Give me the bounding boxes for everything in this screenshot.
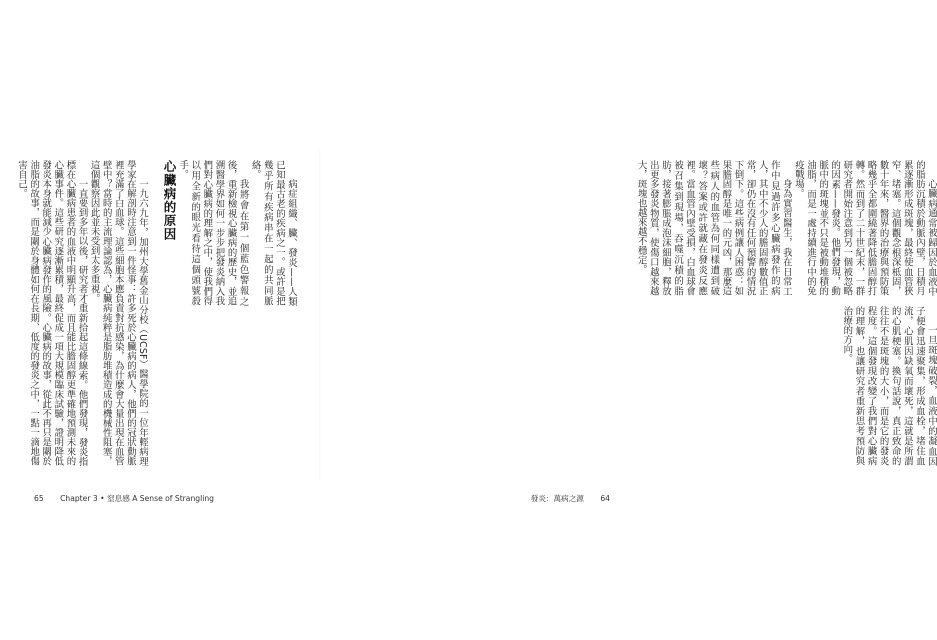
- right-upper-text: [635, 160, 937, 296]
- right-page: [320, 0, 937, 640]
- running-head: 發炎：萬病之源: [530, 494, 584, 503]
- running-head: Chapter 3 • 窒息感 A Sense of Strangling: [60, 494, 214, 503]
- paragraph: 心臟病通常被歸因於血液中的脂肪沉積於動脈內壁，日積月累逐漸形成斑塊，最終使血管狹窄、堵塞。這個觀念根深柢固，數十年來，醫界的治療與預防策略幾乎全都圍繞著降低膽固醇打轉。然而到了二十世紀末，一群研究者開始注意到另一個被忽略的因素——發炎。他們發現，動脈中的斑塊並不只是被動堆積的油脂，而是一處持續進行中的免疫戰場。: [792, 160, 937, 296]
- paragraph: 病症組織、臟、發炎——人類已知最古老的疾病之一。或許是把幾乎所有疾病串在一起的共同脈絡。: [249, 160, 297, 306]
- paragraph: 一直要到多年以後，研究者才重新拾起這條線索。他們發現，發炎指標在心臟病患者的血液中明顯升高，而且能比膽固醇更準確地預測未來的心臟事件。這些研究逐漸累積，最終促成一項大規模臨床試驗，證明降低發炎本身就能減少心臟病發作的風險。心臟病的故事，從此不再只是關於油脂的故事，而是關於身體如何在長期、低度的發炎之中，一點一滴地傷害自己。: [16, 160, 88, 466]
- left-page: [0, 0, 320, 640]
- page-number: 65: [34, 494, 44, 503]
- right-lower-text: [665, 306, 937, 466]
- right-footer: [531, 493, 610, 504]
- left-intro-text: [177, 160, 297, 306]
- paragraph: 一旦斑塊破裂，血液中的凝血因子便會迅速聚集，形成血栓，堵住血流，心肌因缺氧而壞死，這就是所謂的心肌梗塞。換句話說，真正致命的往往不是斑塊的大小，而是它的發炎程度。這個發現改變了我們對心臟病的理解，也讓研究者重新思考預防與治療的方向。: [841, 306, 937, 466]
- paragraph: 一九六九年，加州大學舊金山分校（UCSF）醫學院的一位年輕病理學家在解剖時注意到一件怪事：許多死於心臟病的病人，他們的冠狀動脈裡充滿了白血球。這些細胞本應負責對抗感染，為什麼會大量出現在血管壁中？當時的主流理論認為，心臟病純粹是脂肪堆積造成的機械性阻塞，這個觀察因此並未受到太多重視。: [88, 160, 148, 466]
- paragraph: 我將會在第一個藍色警報之後，重新檢視心臟病的歷史，並追溯醫學界如何一步步把發炎納入我們對心臟病的理解之中，使我們得以用全新的眼光看待這個頭號殺手。: [177, 160, 249, 306]
- section-heading: 心臟病的原因: [162, 160, 177, 241]
- paragraph: 身為實習醫生，我在日常工作中見過許多心臟病發作的病人，其中不少人的膽固醇數值正常，卻仍在沒有任何預警的情況下倒下。這些病例讓人困惑：如果膽固醇是唯一的元凶，那麼這些病人的血管為何同樣遭到破壞？答案或許就藏在發炎反應裡。當血管內壁受損，白血球會被召集到現場，吞噬沉積的脂肪，接著膨脹成泡沫細胞，釋放出更多發炎物質，使傷口越來越大，斑塊也越來越不穩定。: [635, 160, 792, 296]
- page-number: 64: [600, 494, 610, 503]
- left-body-text: [16, 160, 148, 466]
- left-footer: [34, 493, 214, 504]
